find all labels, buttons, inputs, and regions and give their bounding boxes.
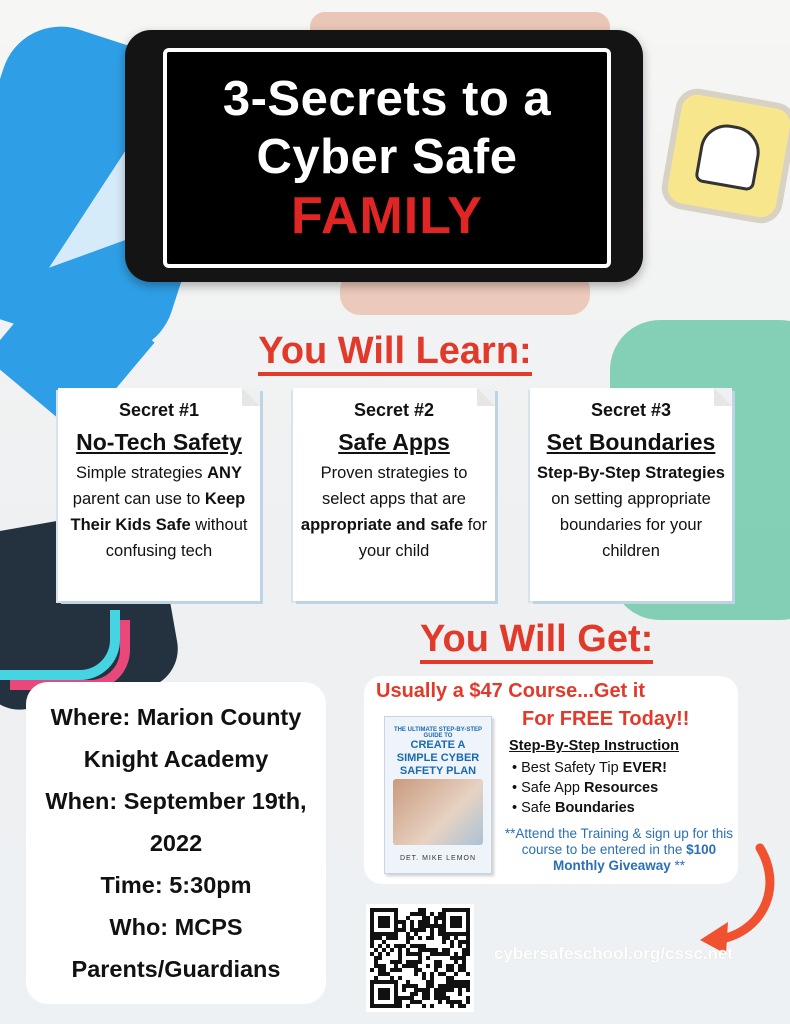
secret-title: Safe Apps	[338, 429, 450, 455]
secret-card-3	[530, 388, 732, 601]
secret-body: Proven strategies to select apps that are appropriate and safe for your child	[300, 464, 488, 560]
offer-list-heading: Step-By-Step Instruction	[509, 738, 679, 754]
secret-body: Step-By-Step Strategies on setting appropriate boundaries for your children	[537, 464, 725, 560]
qr-code-icon[interactable]	[366, 904, 474, 1012]
secret-number: Secret #3	[590, 400, 672, 420]
event-where-line2: Knight Academy	[83, 746, 269, 772]
event-who-line2: Parents/Guardians	[71, 956, 281, 982]
event-where-line1: Where: Marion County	[50, 704, 302, 730]
secret-card-1	[58, 388, 260, 601]
event-when-line2: 2022	[149, 830, 203, 856]
title-line-3: FAMILY	[291, 187, 483, 245]
book-subtitle: THE ULTIMATE STEP-BY-STEP GUIDE TO	[393, 727, 483, 739]
event-when-line1: When: September 19th,	[45, 788, 307, 814]
get-heading-text: You Will Get:	[420, 618, 653, 664]
learn-heading-text: You Will Learn:	[258, 330, 531, 376]
book-author: DET. MIKE LEMON	[399, 855, 477, 862]
secret-number: Secret #1	[118, 400, 200, 420]
offer-list	[512, 758, 667, 818]
secret-title: Set Boundaries	[546, 429, 716, 455]
book-title: CREATE A SIMPLE CYBER SAFETY PLAN	[396, 739, 480, 777]
family-photo	[393, 779, 483, 845]
secret-title: No-Tech Safety	[76, 429, 242, 455]
secret-card-2	[293, 388, 495, 601]
event-time: Time: 5:30pm	[100, 872, 252, 898]
offer-headline-2: For FREE Today!!	[522, 708, 690, 730]
list-item: • Safe App Resources	[512, 778, 667, 798]
secret-number: Secret #2	[353, 400, 435, 420]
list-item: • Safe Boundaries	[512, 798, 667, 818]
offer-box	[364, 676, 738, 884]
title-line-1: 3-Secrets to a	[222, 72, 552, 126]
curved-arrow-icon	[690, 840, 780, 960]
giveaway-note: **Attend the Training & sign up for this course to be entered in the $100 Monthly Giveaway **	[504, 826, 734, 873]
event-who-line1: Who: MCPS	[109, 914, 243, 940]
book-cover-image	[384, 716, 492, 874]
title-line-2: Cyber Safe	[256, 130, 518, 184]
snapchat-ghost-icon	[658, 85, 790, 226]
get-heading	[420, 618, 653, 661]
list-item: • Best Safety Tip EVER!	[512, 758, 667, 778]
phone-image	[125, 30, 643, 282]
secret-body: Simple strategies ANY parent can use to Keep Their Kids Safe without confusing tech	[70, 464, 248, 560]
event-info-box	[26, 682, 326, 1004]
learn-heading	[0, 330, 790, 373]
ghost-shape	[694, 120, 764, 191]
offer-headline-1: Usually a $47 Course...Get it	[376, 680, 645, 702]
phone-screen	[163, 48, 611, 268]
qr-code-graphic	[366, 904, 474, 1012]
tiktok-accent-pink	[10, 620, 130, 690]
website-url[interactable]: cybersafeschool.org/cssc.net	[494, 944, 734, 963]
